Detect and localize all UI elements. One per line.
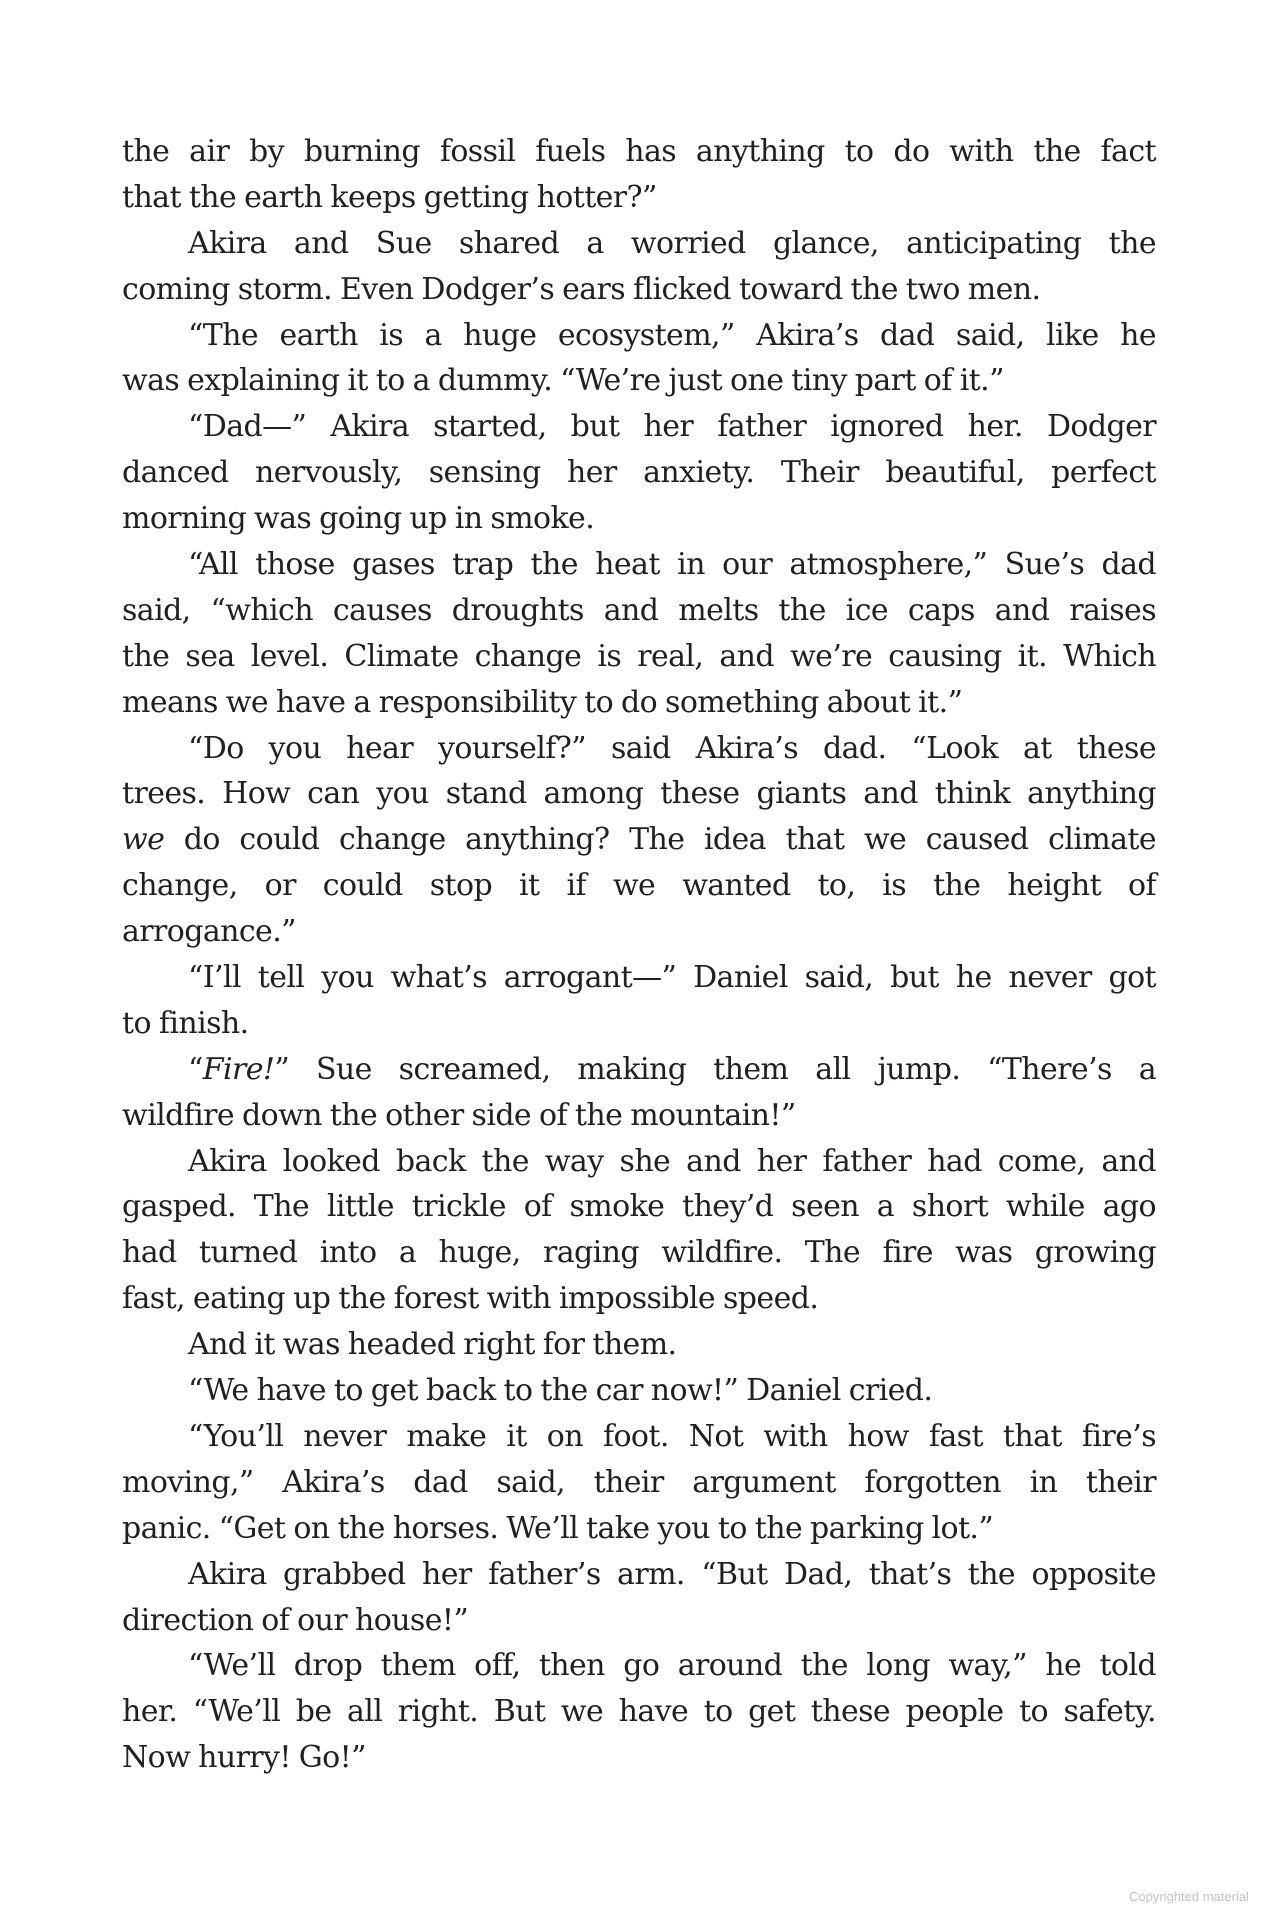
line-text: Now hurry! Go!”: [122, 1740, 366, 1776]
text-line: [122, 1643, 1156, 1689]
copyright-watermark: Copyrighted material: [1129, 1889, 1249, 1904]
line-text: “I’ll tell you what’s arrogant—” Daniel said, but he never got: [188, 960, 1156, 996]
text-line: [122, 863, 1156, 909]
text-line: [122, 909, 1156, 955]
text-line: [122, 955, 1156, 1001]
body-text: [122, 129, 1156, 1781]
text-line: [122, 1598, 1156, 1644]
line-text: her. “We’ll be all right. But we have to get these people to safety.: [122, 1694, 1156, 1730]
line-text: “Dad—” Akira started, but her father ignored her. Dodger: [188, 409, 1156, 445]
text-line: [122, 267, 1156, 313]
line-text: ” Sue screamed, making them all jump. “There’s a: [274, 1051, 1156, 1087]
line-text: Akira grabbed her father’s arm. “But Dad, that’s the opposite: [188, 1556, 1156, 1592]
line-text: “All those gases trap the heat in our atmosphere,” Sue’s dad: [188, 547, 1156, 583]
text-line: [122, 1184, 1156, 1230]
line-text: fast, eating up the forest with impossible speed.: [122, 1281, 819, 1317]
line-text: means we have a responsibility to do something about it.”: [122, 684, 963, 720]
text-line: [122, 358, 1156, 404]
text-line: [122, 1230, 1156, 1276]
line-text: was explaining it to a dummy. “We’re just one tiny part of it.”: [122, 363, 1004, 399]
line-text: trees. How can you stand among these giants and think anything: [122, 776, 1156, 812]
line-text: gasped. The little trickle of smoke they’d seen a short while ago: [122, 1189, 1156, 1225]
line-text: Akira looked back the way she and her father had come, and: [188, 1143, 1156, 1179]
line-text: change, or could stop it if we wanted to, is the height of: [122, 868, 1156, 904]
text-line: [122, 175, 1156, 221]
text-line: [122, 1460, 1156, 1506]
text-line: [122, 680, 1156, 726]
line-text: “The earth is a huge ecosystem,” Akira’s dad said, like he: [188, 317, 1156, 353]
text-line: [122, 771, 1156, 817]
line-text: “We have to get back to the car now!” Daniel cried.: [188, 1373, 933, 1409]
text-line: [122, 1322, 1156, 1368]
line-text: the sea level. Climate change is real, and we’re causing it. Which: [122, 638, 1156, 674]
line-text: morning was going up in smoke.: [122, 501, 595, 537]
text-line: [122, 1735, 1156, 1781]
italic-emphasis: we: [122, 822, 165, 858]
line-text: moving,” Akira’s dad said, their argument forgotten in their: [122, 1464, 1156, 1500]
line-text: And it was headed right for them.: [188, 1327, 677, 1363]
text-line: [122, 450, 1156, 496]
text-line: [122, 634, 1156, 680]
text-line: [122, 1689, 1156, 1735]
text-line: [122, 726, 1156, 772]
text-line: [122, 542, 1156, 588]
text-line: [122, 1093, 1156, 1139]
line-text: arrogance.”: [122, 914, 296, 950]
open-quote: “: [188, 1051, 203, 1087]
text-line: [122, 1368, 1156, 1414]
text-line: [122, 1139, 1156, 1185]
line-text: wildfire down the other side of the mountain!”: [122, 1097, 796, 1133]
text-line: [122, 1552, 1156, 1598]
text-line: [122, 588, 1156, 634]
italic-emphasis: Fire!: [202, 1051, 275, 1087]
text-line: [122, 313, 1156, 359]
text-line: [122, 129, 1156, 175]
line-text: coming storm. Even Dodger’s ears flicked toward the two men.: [122, 271, 1041, 307]
text-line: [122, 817, 1156, 863]
line-text: do could change anything? The idea that we caused climate: [164, 822, 1156, 858]
text-line: [122, 404, 1156, 450]
text-line: [122, 221, 1156, 267]
line-text: panic. “Get on the horses. We’ll take you to the parking lot.”: [122, 1510, 994, 1546]
text-line: [122, 1414, 1156, 1460]
text-line: [122, 1001, 1156, 1047]
line-text: “You’ll never make it on foot. Not with how fast that fire’s: [188, 1418, 1156, 1454]
line-text: said, “which causes droughts and melts the ice caps and raises: [122, 592, 1156, 628]
text-line: [122, 1276, 1156, 1322]
line-text: that the earth keeps getting hotter?”: [122, 179, 657, 215]
text-line: [122, 496, 1156, 542]
line-text: to finish.: [122, 1005, 249, 1041]
line-text: “Do you hear yourself?” said Akira’s dad. “Look at these: [188, 730, 1156, 766]
line-text: “We’ll drop them off, then go around the long way,” he told: [188, 1648, 1156, 1684]
line-text: danced nervously, sensing her anxiety. Their beautiful, perfect: [122, 455, 1156, 491]
text-line: [122, 1506, 1156, 1552]
text-line: [122, 1047, 1156, 1093]
line-text: Akira and Sue shared a worried glance, anticipating the: [188, 225, 1156, 261]
line-text: direction of our house!”: [122, 1602, 469, 1638]
line-text: the air by burning fossil fuels has anything to do with the fact: [122, 134, 1156, 169]
line-text: had turned into a huge, raging wildfire. The fire was growing: [122, 1235, 1156, 1271]
